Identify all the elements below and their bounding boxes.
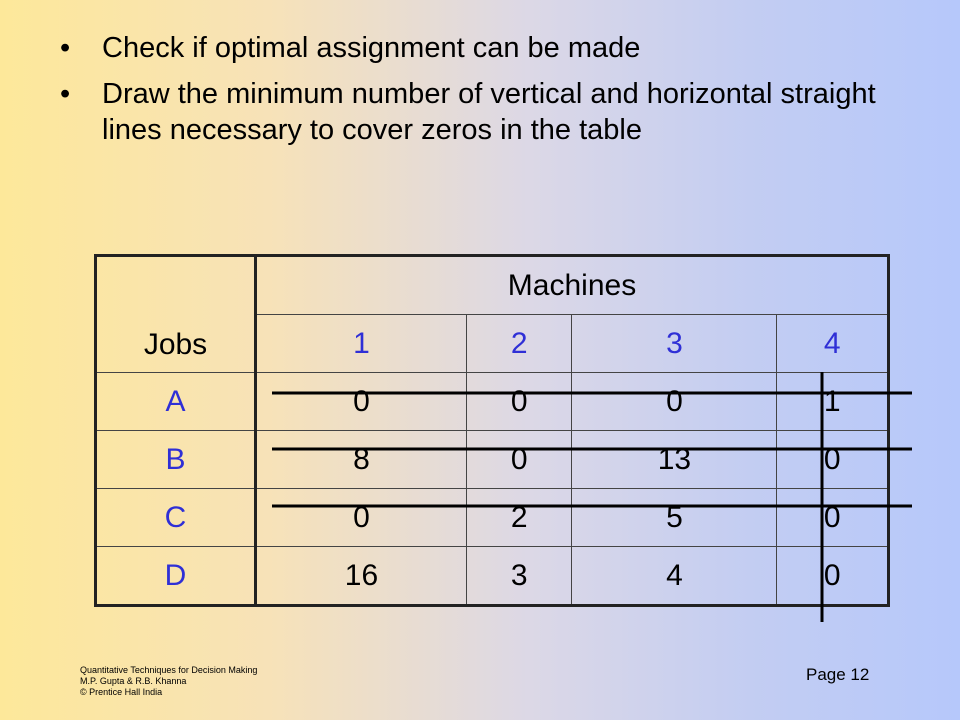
table-cell: 0 [466, 373, 571, 431]
table-cell: 0 [777, 547, 889, 606]
machine-column-header: 1 [256, 315, 467, 373]
table-cell: 0 [256, 373, 467, 431]
footer-line: M.P. Gupta & R.B. Khanna [80, 676, 187, 686]
machine-column-header: 4 [777, 315, 889, 373]
table-cell: 5 [572, 489, 777, 547]
table-cell: 0 [777, 431, 889, 489]
bullet-item [60, 76, 920, 148]
bullet-list [60, 30, 920, 158]
table-cell: 1 [777, 373, 889, 431]
table-row [96, 373, 889, 431]
table-cell: 8 [256, 431, 467, 489]
table-row [96, 489, 889, 547]
table-cell: 0 [777, 489, 889, 547]
footer-line: Quantitative Techniques for Decision Making [80, 665, 258, 675]
job-label: D [96, 547, 256, 606]
bullet-dot-icon: • [60, 78, 71, 110]
job-label: B [96, 431, 256, 489]
bullet-text: Check if optimal assignment can be made [102, 32, 641, 64]
jobs-header: Jobs [96, 256, 256, 373]
bullet-dot-icon: • [60, 32, 71, 64]
machines-header: Machines [256, 256, 889, 315]
footer-line: © Prentice Hall India [80, 687, 163, 697]
table-cell: 0 [466, 431, 571, 489]
job-label: C [96, 489, 256, 547]
table-cell: 3 [466, 547, 571, 606]
table-cell: 4 [572, 547, 777, 606]
footer-credits [80, 665, 257, 698]
table-cell: 0 [256, 489, 467, 547]
bullet-text: Draw the minimum number of vertical and horizontal straight lines necessary to cover zeros in the table [102, 78, 876, 146]
page-number: Page 12 [806, 665, 870, 684]
bullet-item [60, 30, 920, 66]
table-row [96, 431, 889, 489]
table-cell: 16 [256, 547, 467, 606]
table-row [96, 547, 889, 606]
machine-column-header: 2 [466, 315, 571, 373]
table-cell: 0 [572, 373, 777, 431]
table-cell: 2 [466, 489, 571, 547]
machine-column-header: 3 [572, 315, 777, 373]
assignment-table [94, 254, 890, 607]
job-label: A [96, 373, 256, 431]
table-cell: 13 [572, 431, 777, 489]
